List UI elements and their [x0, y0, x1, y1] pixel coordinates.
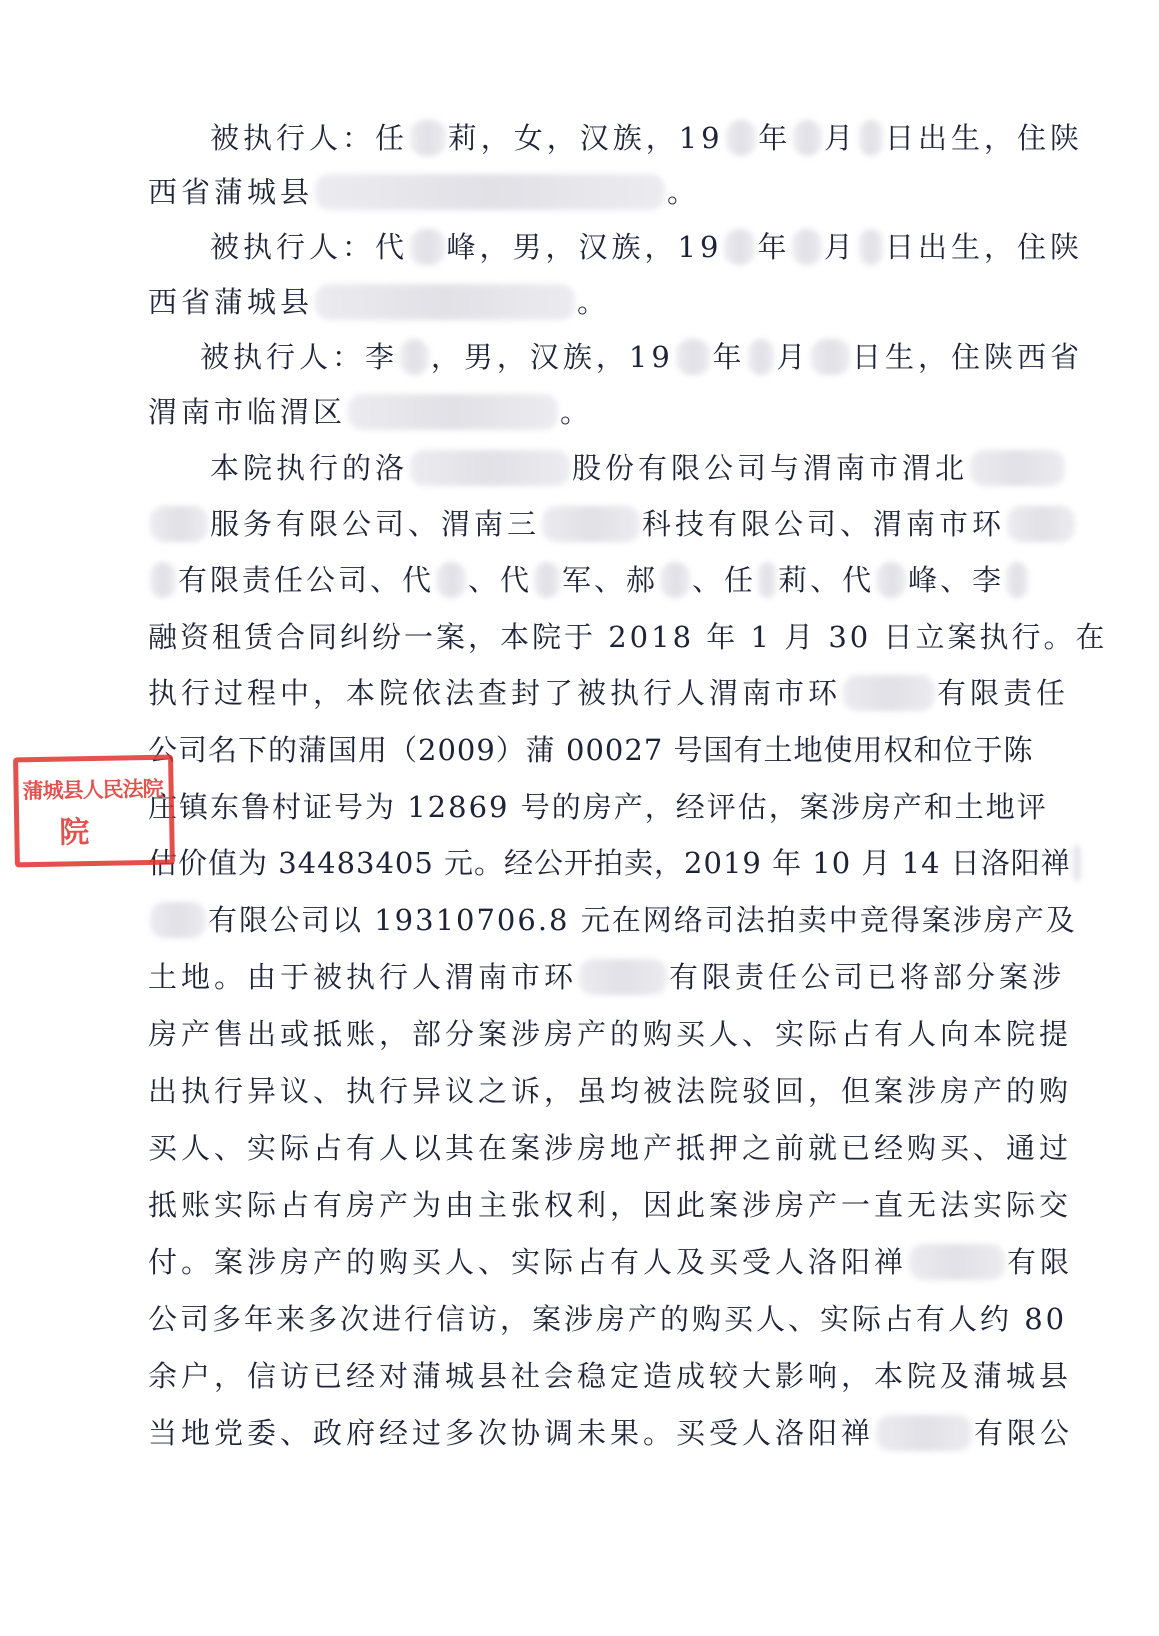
- text-segment: 土地。由于被执行人渭南市环: [148, 960, 578, 994]
- court-seal-stamp: [13, 755, 175, 868]
- redaction: [315, 174, 665, 210]
- text-line: [148, 1126, 1083, 1170]
- text-line: [148, 898, 1083, 942]
- redaction: [579, 959, 667, 995]
- text-segment: 峰，男，汉族，19: [446, 230, 723, 264]
- text-line: [210, 446, 1083, 490]
- redaction: [1073, 845, 1081, 881]
- text-segment: 有限责任公司已将部分案涉: [669, 960, 1066, 994]
- stamp-text: 蒲城县人民法院: [22, 776, 163, 804]
- text-line: [148, 1183, 1083, 1227]
- text-segment: 庄镇东鲁村证号为 12869 号的房产，经评估，案涉房产和土地评: [148, 790, 1048, 824]
- text-segment: 月: [823, 230, 857, 264]
- text-segment: 抵账实际占有房产为由主张权利，因此案涉房产一直无法实际交: [148, 1188, 1073, 1222]
- redaction: [400, 339, 429, 375]
- text-segment: 月: [776, 340, 810, 374]
- redaction: [534, 562, 560, 598]
- text-segment: 服务有限公司、渭南三: [210, 507, 541, 541]
- text-segment: 西省蒲城县: [148, 175, 314, 209]
- text-segment: 日生，住陕西省: [852, 340, 1084, 374]
- redaction: [859, 120, 883, 156]
- text-segment: 被执行人：代: [210, 230, 409, 264]
- text-line: [148, 785, 1083, 829]
- text-segment: 西省蒲城县: [148, 285, 314, 319]
- text-segment: 有限公: [974, 1416, 1074, 1450]
- text-line: [148, 1069, 1083, 1113]
- text-segment: 有限: [1007, 1245, 1074, 1279]
- redaction: [876, 562, 906, 598]
- text-segment: 年: [757, 230, 791, 264]
- text-segment: 有限责任公司、代: [178, 563, 435, 597]
- redaction: [793, 120, 822, 156]
- text-line: [148, 1240, 1083, 1284]
- text-segment: 付。案涉房产的购买人、实际占有人及买受人洛阳禅: [148, 1245, 908, 1279]
- text-segment: 。: [560, 395, 594, 429]
- text-line: [148, 955, 1083, 999]
- text-segment: 公司名下的蒲国用（2009）蒲 00027 号国有土地使用权和位于陈: [148, 733, 1034, 767]
- text-segment: 莉、代: [778, 563, 875, 597]
- redaction: [843, 675, 935, 711]
- text-segment: 。: [667, 175, 701, 209]
- text-segment: 日出生，住陕: [884, 230, 1083, 264]
- text-line: [148, 390, 1083, 434]
- text-segment: 日出生，住陕: [884, 121, 1083, 155]
- text-segment: 年: [712, 340, 746, 374]
- text-segment: 买人、实际占有人以其在案涉房地产抵押之前就已经购买、通过: [148, 1131, 1073, 1165]
- text-line: [210, 225, 1083, 269]
- text-segment: 莉，女，汉族，19: [447, 121, 724, 155]
- text-line: [148, 671, 1083, 715]
- text-line: [148, 615, 1108, 659]
- redaction: [758, 562, 776, 598]
- text-segment: ，男，汉族，19: [430, 340, 674, 374]
- redaction: [150, 562, 176, 598]
- text-line: [148, 502, 1083, 546]
- text-segment: 融资租赁合同纠纷一案，本院于 2018 年 1 月 30 日立案执行。在: [148, 620, 1108, 654]
- redaction: [748, 339, 775, 375]
- text-segment: 峰、李: [908, 563, 1005, 597]
- redaction: [348, 394, 558, 430]
- redaction: [811, 339, 850, 375]
- redaction: [315, 284, 575, 320]
- redaction: [792, 229, 821, 265]
- redaction: [410, 229, 445, 265]
- redaction: [876, 1415, 972, 1451]
- text-segment: 、代: [468, 563, 533, 597]
- text-segment: 年: [758, 121, 792, 155]
- text-segment: 。: [577, 285, 611, 319]
- redaction: [676, 339, 711, 375]
- text-segment: 余户，信访已经对蒲城县社会稳定造成较大影响，本院及蒲城县: [148, 1359, 1073, 1393]
- text-segment: 科技有限公司、渭南市环: [642, 507, 1006, 541]
- redaction: [859, 229, 883, 265]
- redaction: [436, 562, 466, 598]
- redaction: [724, 229, 755, 265]
- text-segment: 估价值为 34483405 元。经公开拍卖，2019 年 10 月 14 日洛阳禅: [148, 846, 1071, 880]
- text-line: [148, 841, 1083, 885]
- text-segment: 被执行人：任: [210, 121, 409, 155]
- redaction: [410, 120, 446, 156]
- text-line: [148, 1411, 1083, 1455]
- redaction: [542, 506, 640, 542]
- text-segment: 被执行人：李: [200, 340, 399, 374]
- text-line: [148, 1354, 1083, 1398]
- text-line: [148, 1012, 1083, 1056]
- text-line: [148, 1297, 1083, 1341]
- redaction: [410, 450, 570, 486]
- redaction: [726, 120, 757, 156]
- text-segment: 出执行异议、执行异议之诉，虽均被法院驳回，但案涉房产的购: [148, 1074, 1073, 1108]
- text-segment: 有限责任: [937, 676, 1070, 710]
- text-segment: 有限公司以 19310706.8 元在网络司法拍卖中竞得案涉房产及: [208, 903, 1077, 937]
- text-line: [148, 170, 1083, 214]
- text-line: [148, 280, 1083, 324]
- text-line: [148, 558, 1083, 602]
- redaction: [150, 902, 206, 938]
- text-segment: 军、郝: [562, 563, 659, 597]
- redaction: [909, 1244, 1005, 1280]
- redaction: [1006, 562, 1028, 598]
- text-segment: 本院执行的洛: [210, 451, 409, 485]
- redaction: [1007, 506, 1075, 542]
- stamp-text: 院: [59, 815, 90, 851]
- text-segment: 、任: [692, 563, 757, 597]
- text-segment: 执行过程中，本院依法查封了被执行人渭南市环: [148, 676, 842, 710]
- text-segment: 股份有限公司与渭南市渭北: [572, 451, 969, 485]
- redaction: [660, 562, 690, 598]
- text-segment: 房产售出或抵账，部分案涉房产的购买人、实际占有人向本院提: [148, 1017, 1073, 1051]
- text-line: [200, 335, 1083, 379]
- redaction: [150, 506, 208, 542]
- text-line: [210, 116, 1083, 160]
- text-segment: 渭南市临渭区: [148, 395, 347, 429]
- text-segment: 月: [824, 121, 858, 155]
- text-line: [148, 728, 1083, 772]
- text-segment: 公司多年来多次进行信访，案涉房产的购买人、实际占有人约 80: [148, 1302, 1068, 1336]
- redaction: [970, 450, 1065, 486]
- text-segment: 当地党委、政府经过多次协调未果。买受人洛阳禅: [148, 1416, 875, 1450]
